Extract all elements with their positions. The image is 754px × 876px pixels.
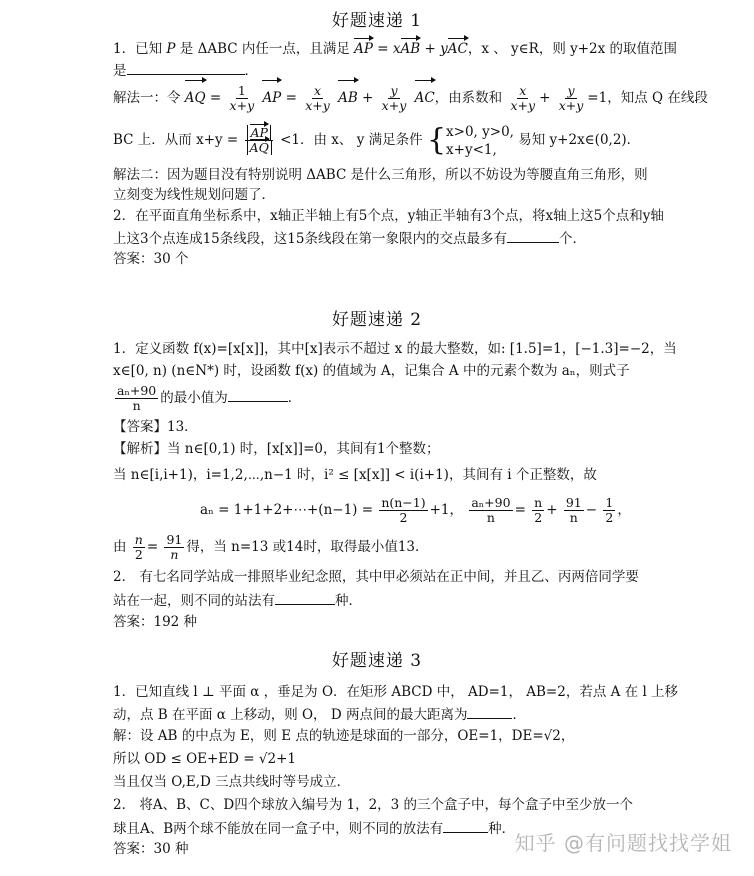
watermark: 知乎 @有问题找找学姐: [514, 831, 732, 855]
fraction: $\frac{y}{x+y}$: [558, 83, 584, 113]
section2-title: 好题速递 2: [331, 310, 423, 330]
fraction: $\frac{n(n-1)}{2}$: [381, 495, 426, 525]
brace: {: [426, 122, 447, 158]
s2-analysis2: 当 n∈[i,i+1)，i=1,2,⋯,n−1 时，i² ≤ [x[x]] < i(i+1)，其间有 i 个正整数，故: [113, 467, 597, 483]
vec-ab: AB: [400, 41, 421, 57]
text: ，知点 Q 在线段: [607, 90, 708, 106]
s2-answer2: 答案：192 种: [113, 614, 198, 630]
vec-ab: AB: [338, 82, 358, 114]
text: 1．已知: [113, 41, 167, 57]
vec-ap: AP: [354, 41, 373, 57]
text: 的最小值为: [160, 390, 228, 406]
fraction: $\frac{91}{n}$: [166, 532, 183, 562]
s2-answer: 【答案】13．: [113, 419, 198, 435]
text: −: [585, 502, 598, 518]
answer-blank: [275, 590, 335, 605]
s3-q2-line1: 2． 将A、B、C、D四个球放入编号为 1，2，3 的三个盒子中，每个盒子中至少放一个: [113, 797, 634, 813]
s1-q2-line1: 2．在平面直角坐标系中，x轴正半轴上有5个点，y轴正半轴有3个点，将x轴上这5个点和y轴: [113, 208, 664, 224]
text: 是 ΔABC 内任一点，且满足: [175, 41, 355, 57]
vec-ac: AC: [415, 82, 435, 114]
text: =: [146, 539, 159, 555]
fraction: $\frac{x}{x+y}$: [510, 83, 536, 113]
text: =: [514, 502, 526, 518]
answer-blank: [228, 387, 288, 402]
fraction: $\frac{\text{aₙ+90}}{n}$: [471, 495, 511, 525]
text: 动，点 B 在平面 α 上移动，则 O， D 两点间的最大距离为: [113, 707, 468, 723]
text: 是: [113, 63, 127, 79]
s1-method2-line1: 解法二：因为题目没有特别说明 ΔABC 是什么三角形，所以不妨设为等腰直角三角形，则: [113, 167, 648, 183]
s1-method2-line2: 立刻变为线性规划问题了．: [113, 187, 275, 203]
text: 解法一：令: [113, 90, 181, 106]
text: 球且A、B两个球不能放在同一盒子中，则不同的放法有: [113, 821, 444, 837]
s2-analysis1: 【解析】当 n∈[0,1) 时，[x[x]]=0，其间有1个整数；: [113, 441, 440, 457]
s2-conclusion: [113, 530, 429, 564]
s1-q1-line1: 1．已知 P 是 ΔABC 内任一点，且满足 AP = xAB + yAC，x 、 y∈R，则 y+2x 的取值范围: [113, 41, 678, 57]
text: <1．由 x、 y 满足条件: [275, 132, 423, 148]
text: 由: [113, 539, 127, 555]
s3-sol3: 当且仅当 O,E,D 三点共线时等号成立．: [113, 774, 351, 790]
fraction: $\frac{1}{2}$: [605, 495, 614, 525]
answer-blank: [507, 228, 559, 243]
fraction: $\frac{n}{2}$: [534, 495, 543, 525]
s2-q1-line2: x∈[0, n) (n∈N*) 时，设函数 f(x) 的值域为 A，记集合 A 中的元素个数为 aₙ，则式子: [113, 363, 630, 379]
answer-blank: [127, 60, 245, 75]
s1-method1-line1: 解法一：令 AQ = $\frac{1}{x+y}$ AP = $\frac{x}{x+y}$ AB + $\frac{y}{x+y}$ AC，由系数和 $\frac{x}{x+y}$ + $\frac{y}{x+y}$ =1，知点 Q 在线段: [113, 83, 708, 113]
text: ．: [512, 707, 526, 723]
text: ，由系数和: [434, 90, 503, 106]
s2-q2-line1: 2． 有七名同学站成一排照毕业纪念照，其中甲必须站在正中间，并且乙、丙两倍同学要: [113, 569, 639, 585]
text: 种．: [335, 593, 362, 609]
answer-blank: [467, 704, 512, 719]
fraction: $\frac{y}{x+y}$: [381, 83, 407, 113]
text: aₙ = 1+1+2+⋯+(n−1) =: [200, 502, 374, 518]
s1-q2-line2: [113, 228, 586, 248]
fraction: $\frac{1}{x+y}$: [229, 83, 255, 113]
constraint-system: [446, 123, 514, 159]
text: 易知 y+2x∈(0,2)．: [518, 132, 641, 148]
fraction: $\frac{n}{2}$: [134, 532, 143, 562]
s3-sol2: 所以 OD ≤ OE+ED = √2+1: [113, 751, 296, 767]
section1-title: 好题速递 1: [331, 11, 423, 31]
s3-answer: 答案：30 种: [113, 841, 189, 857]
text: ，x 、 y∈R，则 y+2x 的取值范围: [467, 41, 678, 57]
answer-blank: [443, 818, 488, 833]
constraint: x+y<1,: [446, 141, 497, 158]
vec-aq: AQ: [185, 82, 206, 114]
var-p: P: [166, 41, 176, 57]
s2-q2-line2: [113, 590, 362, 610]
s1-method1-line2: [113, 120, 640, 160]
vec-ap: AP: [262, 82, 281, 114]
text: 得，当 n=13 或14时，取得最小值13．: [186, 539, 429, 555]
vec-ac: AC: [447, 41, 468, 57]
text: ，: [617, 502, 631, 518]
s1-answer: 答案：30 个: [113, 251, 189, 267]
fraction: $\frac{\text{aₙ+90}}{n}$: [117, 383, 157, 413]
s1-q1-line2: 是 ．: [113, 60, 258, 80]
text: 个．: [558, 231, 586, 247]
fraction: $\frac{91}{n}$: [565, 495, 582, 525]
text: 种．: [488, 821, 516, 837]
text: +: [546, 502, 558, 518]
text: BC 上．从而 x+y =: [113, 132, 239, 148]
s3-q2-line2: [113, 818, 515, 838]
text: 上这3个点连成15条线段，这15条线段在第一象限内的交点最多有: [113, 231, 507, 247]
s2-formula: [200, 492, 631, 528]
s3-q1-line1: 1．已知直线 l ⊥ 平面 α ，垂足为 O．在矩形 ABCD 中， AD=1， AB=2，若点 A 在 l 上移: [113, 684, 679, 700]
text: 站在一起，则不同的站法有: [113, 593, 275, 609]
fraction: $\frac{x}{x+y}$: [305, 83, 330, 113]
constraint: x>0, y>0,: [446, 123, 514, 140]
s2-q1-line3: $\frac{\text{aₙ+90}}{n}$ 的最小值为 ．: [117, 383, 302, 413]
s3-q1-line2: [113, 704, 526, 724]
s3-sol1: 解：设 AB 的中点为 E，则 E 点的轨迹是球面的一部分，OE=1，DE=√2，: [113, 728, 575, 744]
fraction: $\frac{AP}{AQ}$: [245, 126, 274, 155]
section3-title: 好题速递 3: [331, 651, 423, 671]
text: +1，: [429, 502, 464, 518]
s2-q1-line1: 1．定义函数 f(x)=[x[x]]，其中[x]表示不超过 x 的最大整数，如: [1.5]=1，[−1.3]=−2，当: [113, 341, 677, 357]
